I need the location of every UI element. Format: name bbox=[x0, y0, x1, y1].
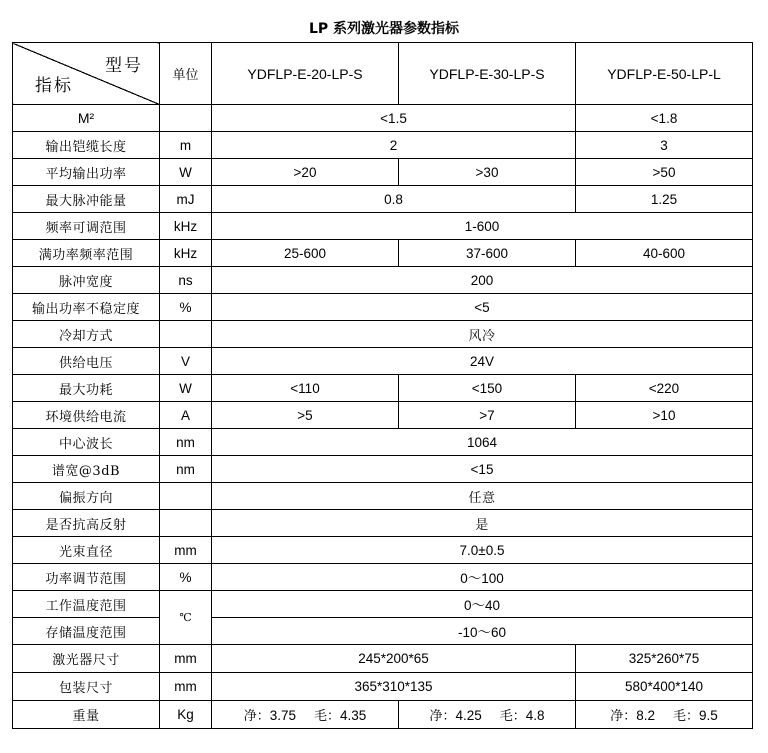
row-label: 满功率频率范围 bbox=[13, 240, 160, 267]
table-row bbox=[13, 591, 753, 618]
table-row bbox=[13, 483, 753, 510]
table-row bbox=[13, 564, 753, 591]
row-unit: % bbox=[160, 294, 212, 321]
row-unit: W bbox=[160, 159, 212, 186]
row-value: -10～60 bbox=[212, 618, 753, 645]
row-value: 40-600 bbox=[576, 240, 753, 267]
row-value: 3 bbox=[576, 132, 753, 159]
row-unit: ns bbox=[160, 267, 212, 294]
row-label: 偏振方向 bbox=[13, 483, 160, 510]
row-unit: A bbox=[160, 402, 212, 429]
row-value: 245*200*65 bbox=[212, 645, 576, 673]
row-label: 平均输出功率 bbox=[13, 159, 160, 186]
row-label: 供给电压 bbox=[13, 348, 160, 375]
row-label: 是否抗高反射 bbox=[13, 510, 160, 537]
row-value: >50 bbox=[576, 159, 753, 186]
spec-header-label: 指标 bbox=[35, 76, 73, 96]
table-row bbox=[13, 375, 753, 402]
row-value: 325*260*75 bbox=[576, 645, 753, 673]
row-unit: W bbox=[160, 375, 212, 402]
net-label: 净： bbox=[610, 709, 637, 724]
net-weight: 8.2 bbox=[636, 708, 655, 723]
row-value: 1.25 bbox=[576, 186, 753, 213]
row-value: 是 bbox=[212, 510, 753, 537]
table-row bbox=[13, 186, 753, 213]
table-row bbox=[13, 240, 753, 267]
table-row bbox=[13, 456, 753, 483]
row-unit: kHz bbox=[160, 240, 212, 267]
row-value: 0.8 bbox=[212, 186, 576, 213]
row-value: 2 bbox=[212, 132, 576, 159]
row-label: 最大脉冲能量 bbox=[13, 186, 160, 213]
row-value: 200 bbox=[212, 267, 753, 294]
row-label: 脉冲宽度 bbox=[13, 267, 160, 294]
table-row bbox=[13, 429, 753, 456]
gross-label: 毛： bbox=[314, 709, 341, 724]
row-unit: nm bbox=[160, 429, 212, 456]
net-label: 净： bbox=[243, 709, 270, 724]
table-row bbox=[13, 618, 753, 645]
row-value: 25-600 bbox=[212, 240, 399, 267]
row-label: 重量 bbox=[13, 701, 160, 729]
model-header-label: 型号 bbox=[105, 56, 143, 76]
row-label: 输出铠缆长度 bbox=[13, 132, 160, 159]
row-value: <1.8 bbox=[576, 105, 753, 132]
net-label: 净： bbox=[429, 709, 456, 724]
table-row bbox=[13, 267, 753, 294]
row-label: 环境供给电流 bbox=[13, 402, 160, 429]
row-unit: V bbox=[160, 348, 212, 375]
table-row bbox=[13, 402, 753, 429]
row-label: 功率调节范围 bbox=[13, 564, 160, 591]
row-unit: nm bbox=[160, 456, 212, 483]
table-row bbox=[13, 510, 753, 537]
row-value: <220 bbox=[576, 375, 753, 402]
row-label: 输出功率不稳定度 bbox=[13, 294, 160, 321]
row-value: >30 bbox=[399, 159, 576, 186]
row-value: 7.0±0.5 bbox=[212, 537, 753, 564]
gross-weight: 4.35 bbox=[340, 708, 367, 723]
row-value: <1.5 bbox=[212, 105, 576, 132]
weight-cell-1 bbox=[212, 701, 399, 729]
row-value: <15 bbox=[212, 456, 753, 483]
row-value: 365*310*135 bbox=[212, 673, 576, 701]
row-unit bbox=[160, 321, 212, 348]
gross-weight: 4.8 bbox=[525, 708, 545, 723]
row-unit bbox=[160, 510, 212, 537]
table-row bbox=[13, 159, 753, 186]
row-value: 1064 bbox=[212, 429, 753, 456]
row-label: 存储温度范围 bbox=[13, 618, 160, 645]
row-label: 冷却方式 bbox=[13, 321, 160, 348]
row-value: >7 bbox=[399, 402, 576, 429]
row-unit: mm bbox=[160, 537, 212, 564]
row-unit: mm bbox=[160, 673, 212, 701]
row-label: 光束直径 bbox=[13, 537, 160, 564]
row-value: 0～100 bbox=[212, 564, 753, 591]
page-title: LP 系列激光器参数指标 bbox=[308, 21, 460, 37]
row-unit: m bbox=[160, 132, 212, 159]
table-row bbox=[13, 213, 753, 240]
row-value: 风冷 bbox=[212, 321, 753, 348]
row-unit: kHz bbox=[160, 213, 212, 240]
row-label: M² bbox=[13, 105, 160, 132]
model-header-3: YDFLP-E-50-LP-L bbox=[576, 43, 753, 105]
gross-label: 毛： bbox=[499, 709, 526, 724]
table-row bbox=[13, 537, 753, 564]
row-value: 580*400*140 bbox=[576, 673, 753, 701]
weight-cell-3 bbox=[576, 701, 753, 729]
table-row bbox=[13, 348, 753, 375]
diagonal-header-cell bbox=[13, 43, 160, 105]
row-label: 最大功耗 bbox=[13, 375, 160, 402]
row-value: <110 bbox=[212, 375, 399, 402]
row-label: 包装尺寸 bbox=[13, 673, 160, 701]
spec-table bbox=[12, 42, 753, 729]
row-value: >5 bbox=[212, 402, 399, 429]
row-label: 中心波长 bbox=[13, 429, 160, 456]
net-weight: 4.25 bbox=[455, 708, 482, 723]
table-row bbox=[13, 701, 753, 729]
row-value: 1-600 bbox=[212, 213, 753, 240]
row-value: <5 bbox=[212, 294, 753, 321]
header-row bbox=[13, 43, 753, 105]
table-row bbox=[13, 294, 753, 321]
gross-weight: 9.5 bbox=[699, 708, 718, 723]
row-label: 频率可调范围 bbox=[13, 213, 160, 240]
row-value: >10 bbox=[576, 402, 753, 429]
row-label: 激光器尺寸 bbox=[13, 645, 160, 673]
row-unit: mJ bbox=[160, 186, 212, 213]
table-row bbox=[13, 321, 753, 348]
row-unit: mm bbox=[160, 645, 212, 673]
row-unit: Kg bbox=[160, 701, 212, 729]
table-row bbox=[13, 132, 753, 159]
row-unit bbox=[160, 105, 212, 132]
row-value: 37-600 bbox=[399, 240, 576, 267]
row-value: 24V bbox=[212, 348, 753, 375]
row-unit: % bbox=[160, 564, 212, 591]
row-value: 0～40 bbox=[212, 591, 753, 618]
row-label: 工作温度范围 bbox=[13, 591, 160, 618]
model-header-1: YDFLP-E-20-LP-S bbox=[212, 43, 399, 105]
table-row bbox=[13, 105, 753, 132]
gross-label: 毛： bbox=[673, 709, 700, 724]
weight-cell-2 bbox=[399, 701, 576, 729]
row-value: <150 bbox=[399, 375, 576, 402]
table-row bbox=[13, 673, 753, 701]
net-weight: 3.75 bbox=[269, 708, 296, 723]
row-value: 任意 bbox=[212, 483, 753, 510]
row-unit: ℃ bbox=[160, 591, 212, 645]
row-value: >20 bbox=[212, 159, 399, 186]
model-header-2: YDFLP-E-30-LP-S bbox=[399, 43, 576, 105]
table-row bbox=[13, 645, 753, 673]
unit-header: 单位 bbox=[160, 43, 212, 105]
row-label: 谱宽@3dB bbox=[13, 456, 160, 483]
row-unit bbox=[160, 483, 212, 510]
